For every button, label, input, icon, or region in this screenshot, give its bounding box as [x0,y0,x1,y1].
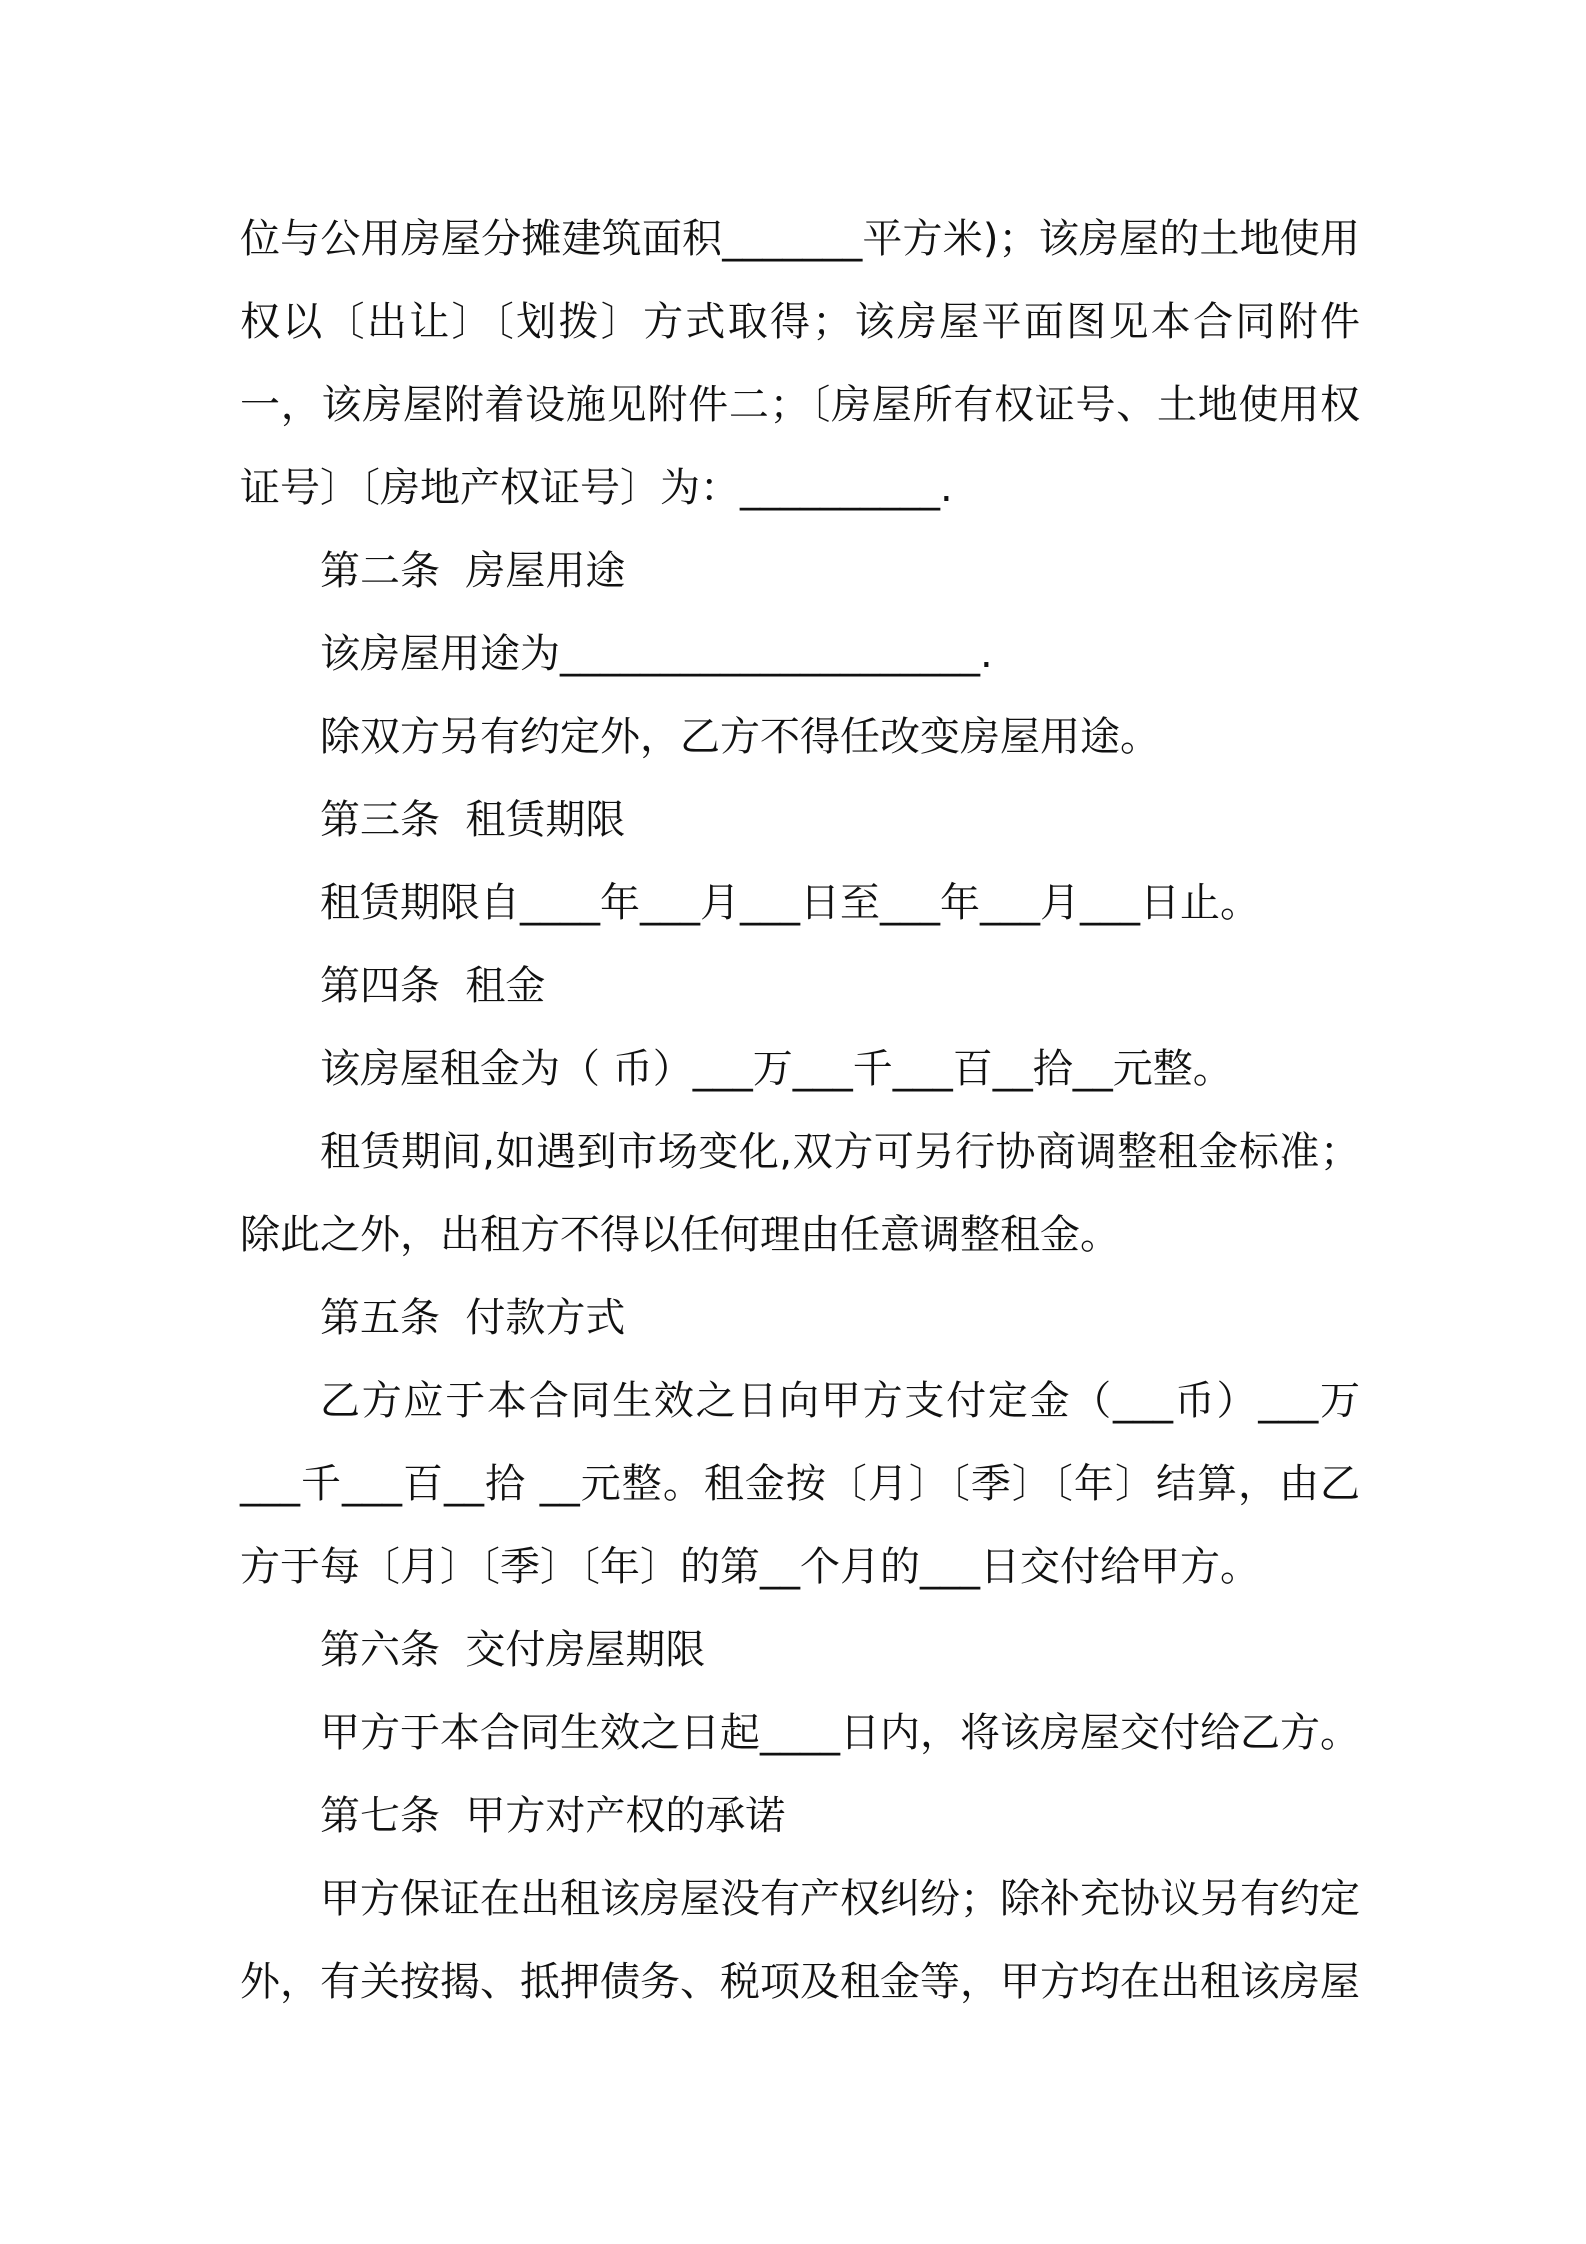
document-body [240,198,1360,2024]
heading-article-6-delivery: 第六条 交付房屋期限 [320,1627,706,1673]
paragraph-delivery-term: 甲方于本合同生效之日起____日内，将该房屋交付给乙方。 [320,1710,1360,1756]
paragraph-payment-method: 乙方应于本合同生效之日向甲方支付定金（___币）___万___千___百__拾 __元整。租金按〔月〕〔季〕〔年〕结算，由乙方于每〔月〕〔季〕〔年〕的第__个月的___日交付给甲方。 [240,1378,1360,1590]
paragraph-rent-amount: 该房屋租金为（ 币）___万___千___百__拾__元整。 [320,1046,1233,1092]
paragraph-lease-term: 租赁期限自____年___月___日至___年___月___日止。 [320,880,1260,926]
paragraph-rent-adjustment: 租赁期间,如遇到市场变化,双方可另行协商调整租金标准；除此之外，出租方不得以任何理由任意调整租金。 [240,1129,1360,1258]
heading-article-7-title-warranty: 第七条 甲方对产权的承诺 [320,1793,786,1839]
paragraph-title-warranty: 甲方保证在出租该房屋没有产权纠纷；除补充协议另有约定外，有关按揭、抵押债务、税项及租金等，甲方均在出租该房屋 [240,1876,1360,2005]
paragraph-usage-purpose: 该房屋用途为_____________________. [320,631,993,677]
heading-article-4-rent: 第四条 租金 [320,963,546,1009]
heading-article-2-usage: 第二条 房屋用途 [320,548,626,594]
heading-article-3-term: 第三条 租赁期限 [320,797,626,843]
paragraph-usage-restriction: 除双方另有约定外，乙方不得任改变房屋用途。 [320,714,1160,760]
paragraph-property-area: 位与公用房屋分摊建筑面积_______平方米)；该房屋的土地使用权以〔出让〕〔划拨〕方式取得；该房屋平面图见本合同附件一，该房屋附着设施见附件二；〔房屋所有权证号、土地使用权证号〕〔房地产权证号〕为：__________. [240,216,1360,511]
heading-article-5-payment: 第五条 付款方式 [320,1295,626,1341]
